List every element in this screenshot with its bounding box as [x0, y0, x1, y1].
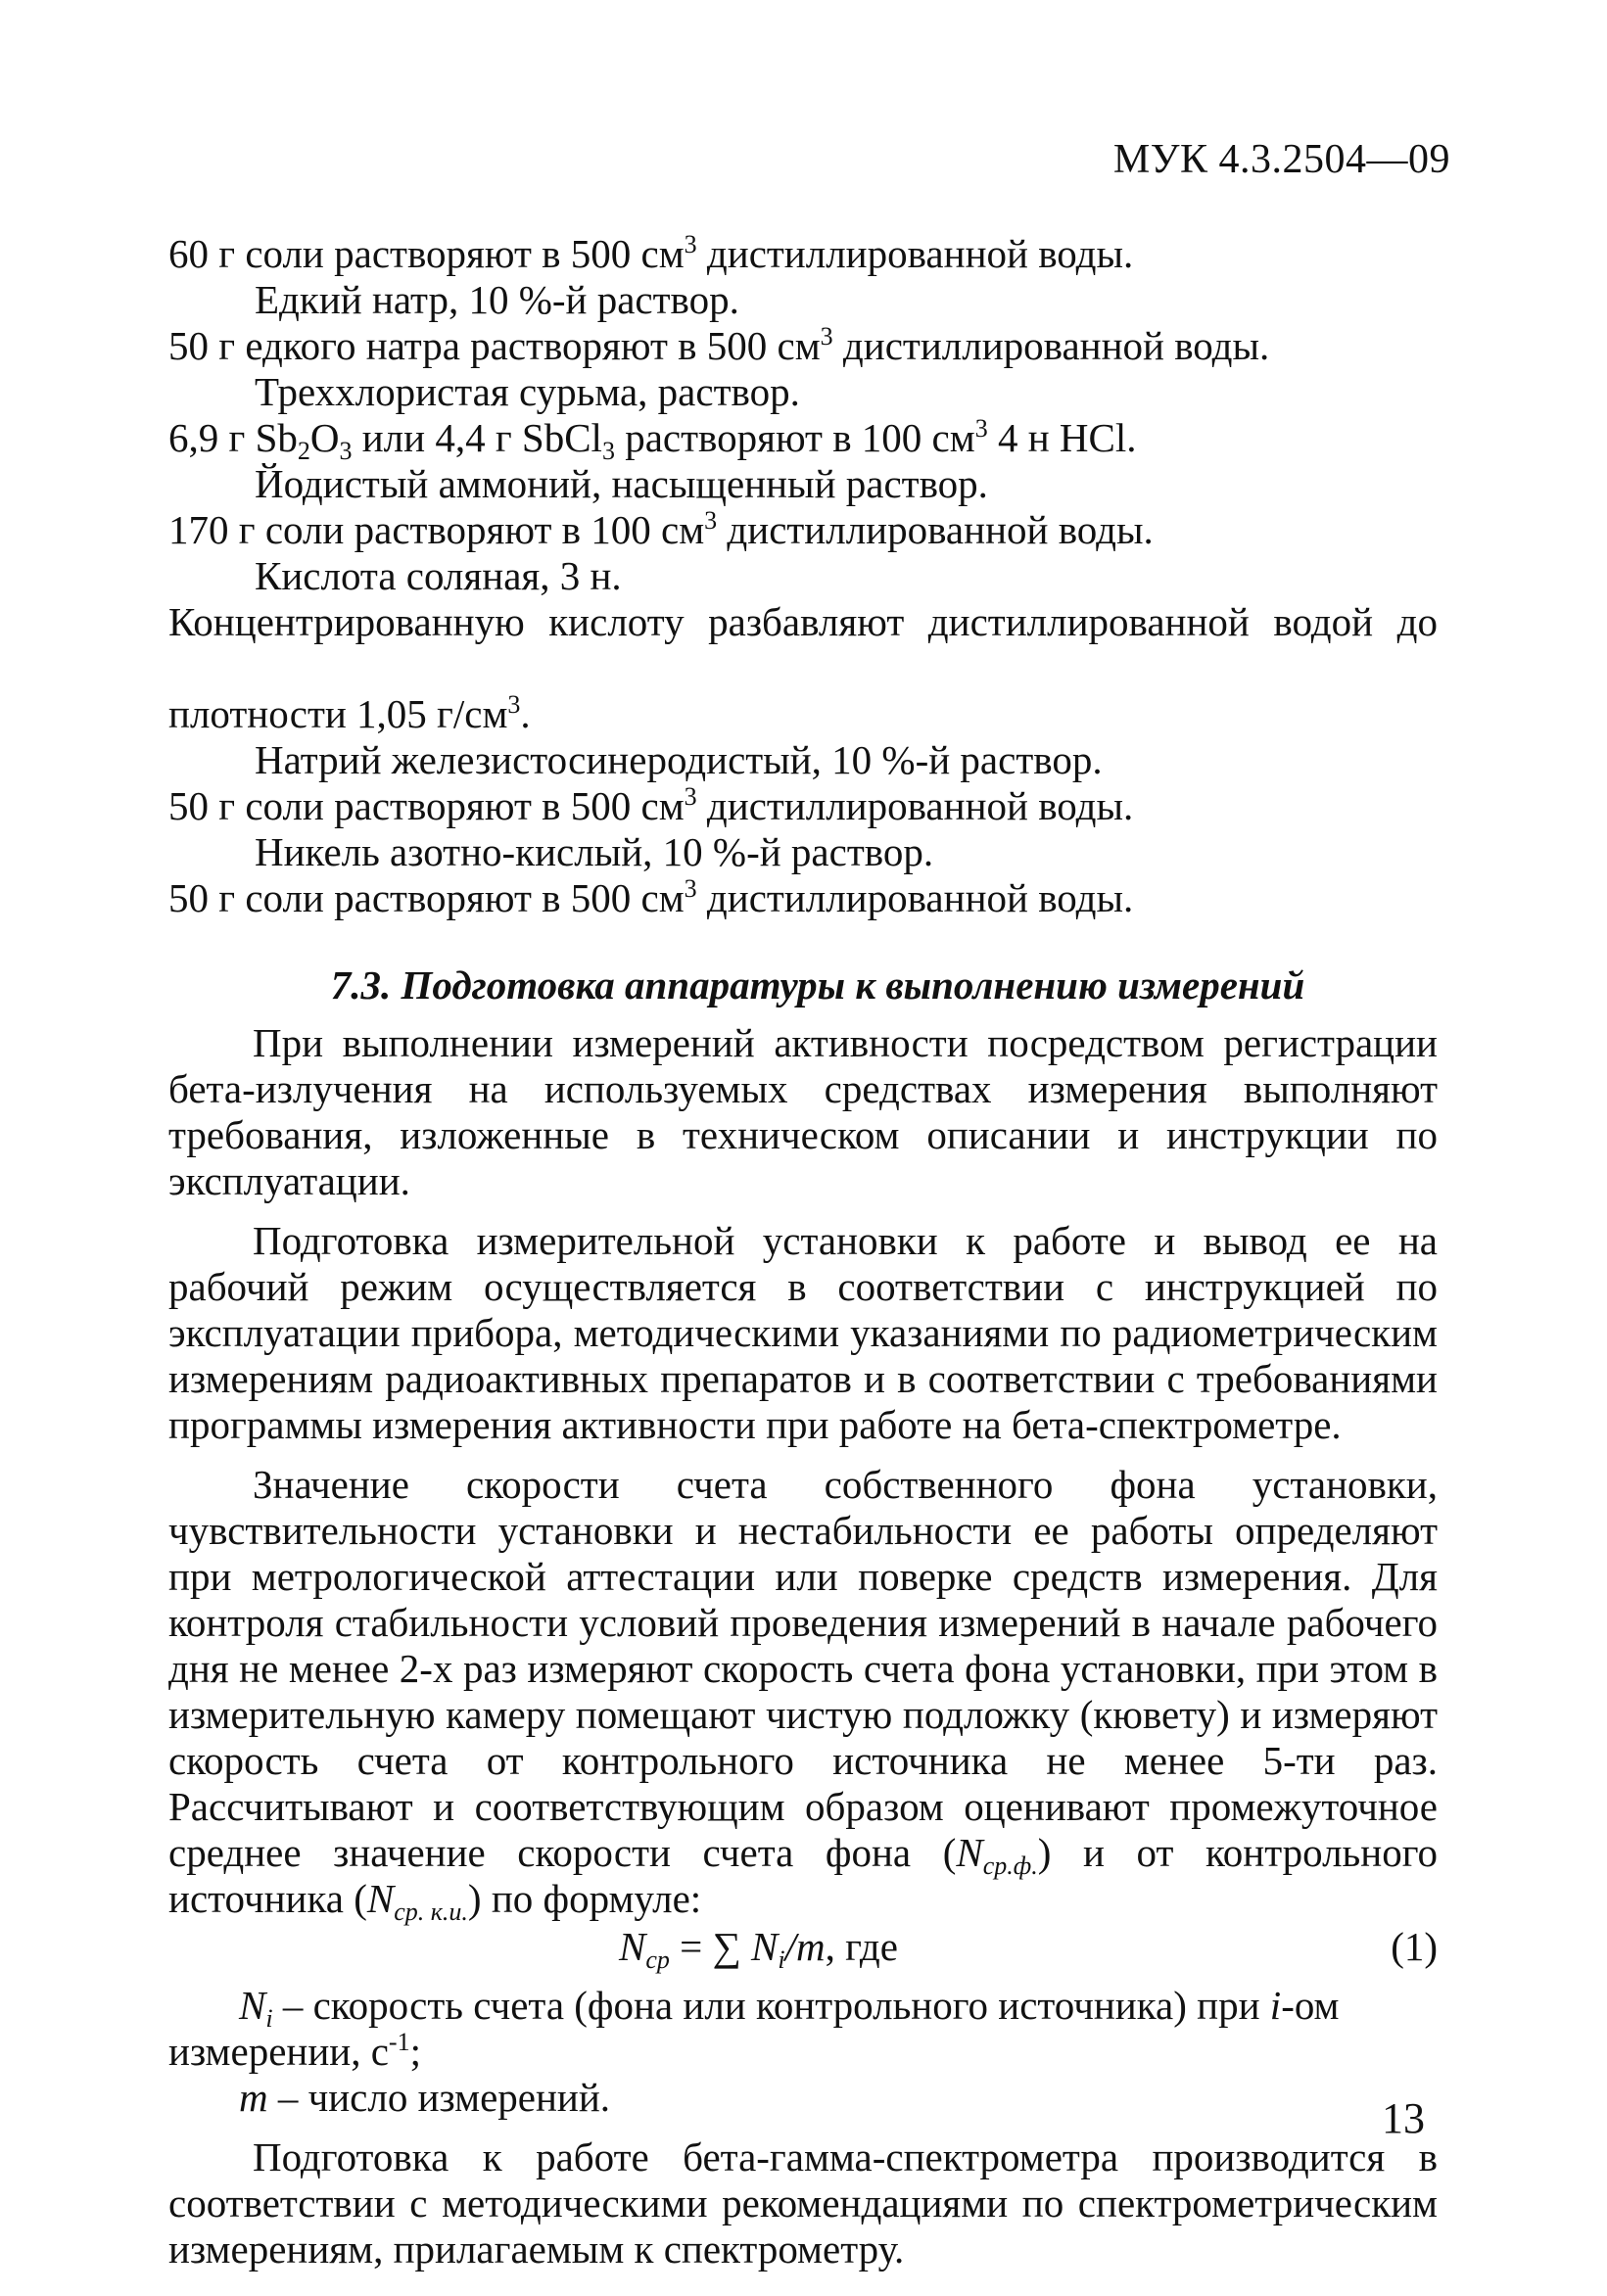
definition-line: m – число измерений. [239, 2075, 611, 2120]
page-body [168, 231, 1438, 2273]
reagent-line: 50 г соли растворяют в 500 $см^3$ дистиллированной воды. [168, 874, 1134, 920]
reagent-line: плотности 1,05 $г/см^3$. [168, 690, 531, 736]
reagent-heading: Кислота соляная, 3 н. [255, 553, 622, 598]
reagent-heading: Йодистый аммоний, насыщенный раствор. [255, 461, 988, 506]
definition-line: $N_i$ – скорость счета (фона или контрольного источника) при i-ом [239, 1983, 1340, 2033]
reagent-heading: Едкий натр, 10 %-й раствор. [255, 277, 739, 322]
document-code: МУК 4.3.2504—09 [1112, 137, 1450, 182]
reagent-line: 50 г едкого натра растворяют в 500 $см^3$ дистиллированной воды. [168, 322, 1270, 368]
reagent-heading: Никель азотно-кислый, 10 %-й раствор. [255, 829, 934, 874]
reagent-line: 50 г соли растворяют в 500 $см^3$ дистиллированной воды. [168, 782, 1134, 828]
section-title: 7.3. Подготовка аппаратуры к выполнению измерений [330, 962, 1305, 1007]
formula-row [168, 1924, 1438, 1977]
paragraph: Значение скорости счета собственного фона установки, чувствительности установки и нестабильности ее работы определяют при метрологической аттестации или поверке средств измерения. Для контроля стабильности условий проведения измерений в начале рабочего дня не менее 2-х раз измеряют скорость счета фона установки, при этом в измерительную камеру помещают чистую подложку (кювету) и измеряют скорость счета от контрольного источника не менее 5-ти раз. Рассчитывают и соответствующим образом оценивают промежуточное среднее значение скорости счета фона $(N_{ср.ф.})$ и от контрольного источника $(N_{ср. к.и.})$ по формуле: [168, 1462, 1438, 1926]
reagent-line: 170 г соли растворяют в 100 $см^3$ дистиллированной воды. [168, 506, 1154, 552]
reagent-line: 6,9 г $Sb_2O_3$ или 4,4 г SbCl$_3$ растворяют в 100 $см^3$ 4 н HCl. [168, 414, 1137, 465]
reagent-line: Концентрированную кислоту разбавляют дистиллированной водой до [168, 599, 1438, 644]
paragraph: При выполнении измерений активности посредством регистрации бета-излучения на используемых средствах измерения выполняют требования, изложенные в техническом описании и инструкции по эксплуатации. [168, 1020, 1438, 1203]
page-number: 13 [1382, 2094, 1425, 2142]
reagent-line: 60 г соли растворяют в 500 $см^3$ дистиллированной воды. [168, 230, 1134, 276]
formula-number: (1) [1391, 1924, 1438, 1969]
reagent-heading: Треххлористая сурьма, раствор. [255, 369, 800, 414]
paragraph: Подготовка измерительной установки к работе и вывод ее на рабочий режим осуществляется в соответствии с инструкцией по эксплуатации прибора, методическими указаниями по радиометрическим измерениям радиоактивных препаратов и в соответствии с требованиями программы измерения активности при работе на бета-спектрометре. [168, 1218, 1438, 1447]
paragraph: Подготовка к работе бета-гамма-спектрометра производится в соответствии с методическими рекомендациями по спектрометрическим измерениям, прилагаемым к спектрометру. [168, 2134, 1438, 2272]
formula: $N_{ср}$ = ∑ $N_i/m$, где [619, 1924, 898, 1974]
definition-line: измерении, $с^{-1}$; [168, 2028, 421, 2074]
reagent-heading: Натрий железистосинеродистый, 10 %-й раствор. [255, 737, 1103, 782]
